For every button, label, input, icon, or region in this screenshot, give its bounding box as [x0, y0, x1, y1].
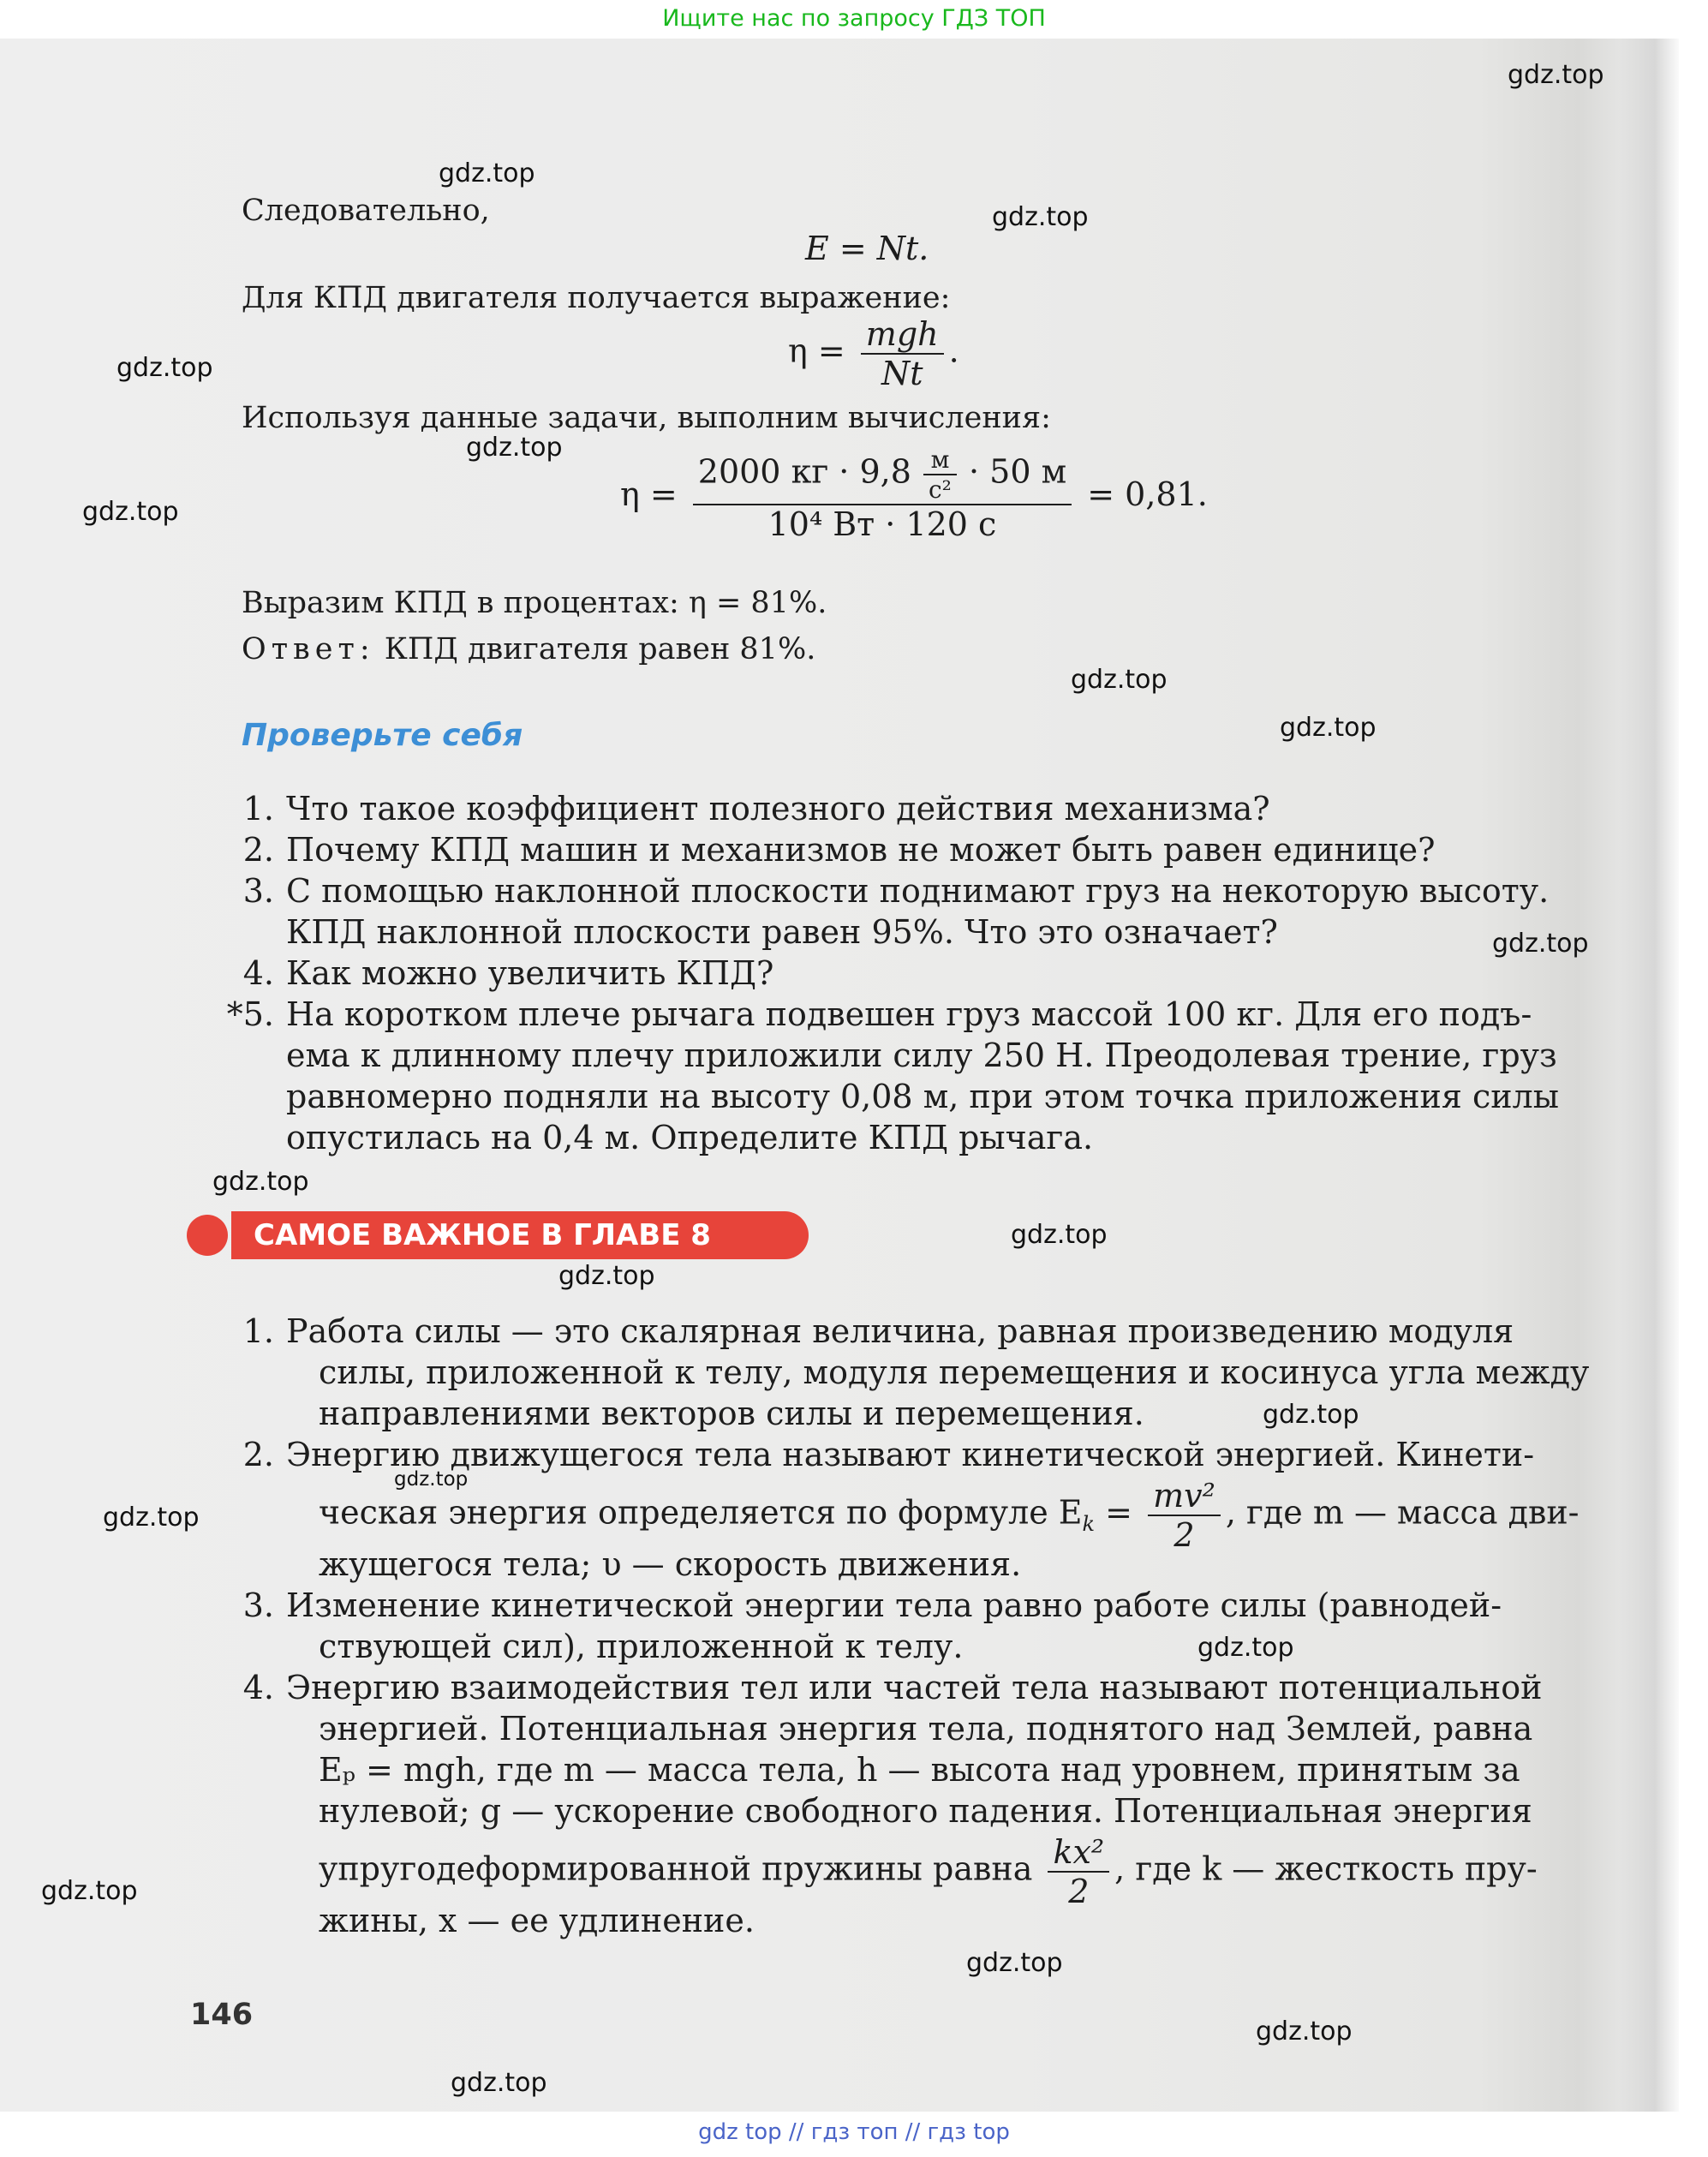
eta-denominator: Nt [881, 355, 923, 392]
eta-end: . [948, 332, 959, 370]
question-number: 3. [242, 872, 274, 910]
question-3 [224, 872, 1549, 910]
question-number: 1. [242, 790, 274, 828]
potential-text: упругодеформированной пружины равна [319, 1849, 1033, 1888]
watermark: gdz.top [558, 1261, 655, 1291]
item-number: 2. [242, 1436, 274, 1473]
calc-numerator [693, 445, 1072, 505]
watermark: gdz.top [1263, 1400, 1359, 1430]
watermark: gdz.top [1011, 1220, 1108, 1250]
question-5-line-2: ема к длинному плечу приложили силу 250 Н. Преодолевая трение, груз [286, 1037, 1557, 1074]
watermark: gdz.top [41, 1876, 138, 1906]
summary-item-3-line-2: ствующей сил), приложенной к телу. [319, 1628, 964, 1665]
summary-item-4-line-4: нулевой; g — ускорение свободного падения. Потенциальная энергия [319, 1792, 1532, 1830]
formula-calculation [620, 445, 1208, 543]
formula-eta [788, 315, 959, 392]
question-text: Что такое коэффициент полезного действия механизма? [286, 790, 1270, 828]
summary-item-4-line-2: энергией. Потенциальная энергия тела, поднятого над Землей, равна [319, 1710, 1533, 1748]
summary-item-4-line-3: Eₚ = mgh, где m — масса тела, h — высота над уровнем, принятым за [319, 1751, 1520, 1789]
question-text: С помощью наклонной плоскости поднимают груз на некоторую высоту. [286, 872, 1550, 910]
watermark: gdz.top [116, 353, 213, 383]
book-spine-shadow [1619, 39, 1679, 2112]
check-yourself-title: Проверьте себя [242, 718, 523, 753]
watermark: gdz.top [103, 1503, 200, 1533]
potential-text-end: , где k — жесткость пру- [1114, 1849, 1538, 1888]
item-number: 4. [242, 1669, 274, 1706]
item-text: Энергию взаимодействия тел или частей тела называют потенциальной [286, 1669, 1543, 1706]
question-5-line-3: равномерно подняли на высоту 0,08 м, при этом точка приложения силы [286, 1078, 1559, 1115]
eta-numerator: mgh [861, 315, 944, 355]
text-efficiency-expression: Для КПД двигателя получается выражение: [242, 281, 951, 315]
kinetic-fraction [1148, 1477, 1221, 1554]
question-number: 4. [242, 954, 274, 992]
answer-text: КПД двигателя равен 81%. [384, 632, 816, 666]
question-text: На коротком плече рычага подвешен груз массой 100 кг. Для его подъ- [286, 995, 1532, 1033]
item-text: Изменение кинетической энергии тела равно работе силы (равнодей- [286, 1586, 1502, 1624]
item-text: Работа силы — это скалярная величина, равная произведению модуля [286, 1312, 1514, 1350]
watermark: gdz.top [1508, 60, 1604, 90]
search-hint-banner[interactable]: Ищите нас по запросу ГДЗ ТОП [662, 5, 1046, 32]
question-number: *5. [226, 995, 274, 1033]
spring-fraction [1048, 1833, 1109, 1910]
banner-title: САМОЕ ВАЖНОЕ В ГЛАВЕ 8 [231, 1211, 809, 1259]
question-text: Почему КПД машин и механизмов не может быть равен единице? [286, 831, 1436, 869]
kinetic-equals: = [1105, 1493, 1132, 1532]
chapter-summary-banner [187, 1211, 809, 1259]
summary-item-4-line-6: жины, x — ее удлинение. [319, 1902, 755, 1939]
calc-fraction [693, 445, 1072, 543]
watermark: gdz.top [466, 433, 563, 463]
summary-item-4 [224, 1669, 1542, 1706]
kinetic-text: ческая энергия определяется по формуле E [319, 1493, 1083, 1532]
watermark: gdz.top [1197, 1633, 1294, 1663]
question-5 [224, 995, 1532, 1033]
item-number: 3. [242, 1586, 274, 1624]
watermark: gdz.top [451, 2068, 547, 2098]
watermark: gdz.top [1280, 713, 1377, 743]
watermark: gdz.top [1256, 2017, 1353, 2046]
answer-line [242, 632, 815, 666]
watermark: gdz.top [966, 1948, 1063, 1978]
watermark: gdz.top [1071, 665, 1168, 695]
question-5-line-4: опустилась на 0,4 м. Определите КПД рычага. [286, 1119, 1094, 1156]
calc-result: = 0,81. [1087, 475, 1208, 513]
question-1 [224, 790, 1270, 828]
question-number: 2. [242, 831, 274, 869]
formula-energy: E = Nt. [805, 230, 929, 267]
eta-fraction [861, 315, 944, 392]
item-number: 1. [242, 1312, 274, 1350]
summary-item-2-line-3: жущегося тела; υ — скорость движения. [319, 1545, 1022, 1583]
calc-unit-num: м [923, 445, 957, 475]
watermark: gdz.top [82, 497, 179, 527]
question-2 [224, 831, 1435, 869]
footer-links[interactable]: gdz top // гдз топ // гдз top [698, 2119, 1010, 2145]
spring-numerator: kx² [1048, 1833, 1109, 1873]
text-consequently: Следовательно, [242, 194, 490, 228]
watermark: gdz.top [394, 1468, 469, 1491]
calc-num-part-a: 2000 кг · 9,8 [697, 452, 911, 491]
watermark: gdz.top [439, 158, 535, 188]
summary-item-1-line-2: силы, приложенной к телу, модуля перемещения и косинуса угла между [319, 1353, 1590, 1391]
spring-denominator: 2 [1068, 1873, 1090, 1910]
summary-item-1 [224, 1312, 1514, 1350]
watermark: gdz.top [1492, 929, 1589, 959]
kinetic-subscript: k [1082, 1512, 1096, 1537]
kinetic-text-end: , где m — масса дви- [1225, 1493, 1580, 1532]
text-percent: Выразим КПД в процентах: η = 81%. [242, 586, 827, 620]
question-text: Как можно увеличить КПД? [286, 954, 774, 992]
calc-num-part-b: · 50 м [969, 452, 1067, 491]
summary-item-3 [224, 1586, 1502, 1624]
summary-item-1-line-3: направлениями векторов силы и перемещения. [319, 1395, 1144, 1432]
calc-unit-fraction [923, 445, 957, 504]
text-calculation: Используя данные задачи, выполним вычисления: [242, 401, 1051, 435]
question-4 [224, 954, 773, 992]
question-3-line-2: КПД наклонной плоскости равен 95%. Что это означает? [286, 913, 1278, 951]
calc-denominator: 10⁴ Вт · 120 с [767, 505, 997, 543]
summary-item-2-line-2 [319, 1477, 1580, 1554]
summary-item-4-line-5 [319, 1833, 1538, 1910]
answer-label: Ответ: [242, 632, 375, 666]
calc-unit-den: с² [929, 475, 952, 504]
kinetic-denominator: 2 [1174, 1516, 1195, 1554]
kinetic-numerator: mv² [1148, 1477, 1221, 1516]
calc-lhs: η = [620, 475, 678, 513]
eta-lhs: η = [788, 332, 845, 370]
item-text: Энергию движущегося тела называют кинетической энергией. Кинети- [286, 1436, 1535, 1473]
banner-dot [187, 1215, 228, 1256]
watermark: gdz.top [212, 1167, 309, 1197]
watermark: gdz.top [992, 202, 1089, 232]
page-number: 146 [190, 1998, 254, 2032]
